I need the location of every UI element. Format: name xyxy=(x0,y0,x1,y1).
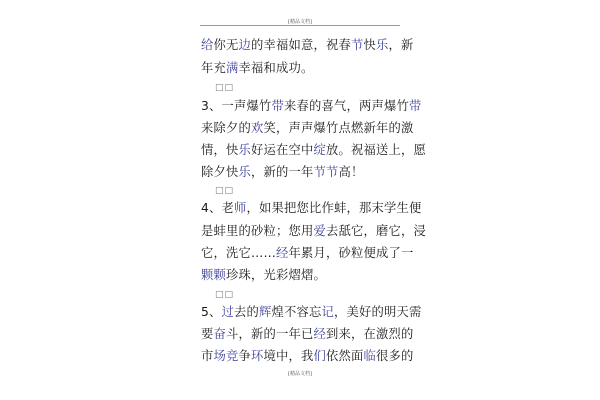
text-line xyxy=(201,327,413,342)
text-segment: 争 xyxy=(238,349,251,363)
text-line xyxy=(201,246,413,261)
page-header-label: [精品文档] xyxy=(288,19,312,25)
text-segment: 依然面 xyxy=(326,349,364,363)
text-segment: 乐 xyxy=(238,143,251,157)
text-segment: 市 xyxy=(201,349,214,363)
text-segment: 爱 xyxy=(313,224,326,238)
text-line xyxy=(201,121,413,136)
text-segment: 竞 xyxy=(226,349,239,363)
text-segment: ，美好的明天需 xyxy=(334,305,422,319)
text-segment: 绽 xyxy=(313,143,326,157)
text-line xyxy=(201,165,364,180)
text-segment: 煌不容忘 xyxy=(271,305,322,319)
text-line xyxy=(201,38,413,53)
text-segment: ，如果把您比作蚌，那末学生便 xyxy=(246,201,422,215)
text-line xyxy=(201,268,326,283)
text-segment: 你无 xyxy=(213,38,239,52)
text-segment: 师 xyxy=(234,201,247,215)
text-line xyxy=(201,305,422,320)
text-segment: 是蚌里的砂粒；您用 xyxy=(201,224,314,238)
text-segment: 记 xyxy=(321,305,335,319)
text-segment: 带 xyxy=(409,99,422,113)
placeholder-boxes: □□ xyxy=(215,83,235,93)
text-segment: 幸福和成功。 xyxy=(238,61,314,75)
text-line xyxy=(201,349,414,364)
text-segment: ，新的一年 xyxy=(251,165,314,179)
text-segment: 4、老 xyxy=(201,201,235,215)
text-segment: 经 xyxy=(275,246,289,260)
placeholder-boxes: □□ xyxy=(215,186,235,196)
text-segment: 的幸福如意，祝春 xyxy=(251,38,351,52)
text-segment: 来春的喜气，两声爆竹 xyxy=(284,99,409,113)
text-segment: 放。祝福送上，愿 xyxy=(326,143,426,157)
text-segment: 环 xyxy=(251,349,264,363)
text-segment: 节节 xyxy=(313,165,339,179)
text-segment: 乐 xyxy=(238,165,251,179)
placeholder-boxes: □□ xyxy=(215,290,235,300)
text-segment: 年累月，砂粒便成了一 xyxy=(288,246,414,260)
text-segment: 3、一声爆竹 xyxy=(201,99,272,113)
header-divider xyxy=(200,25,400,26)
text-line xyxy=(201,99,422,114)
text-segment: 高！ xyxy=(338,165,364,179)
text-segment: 场 xyxy=(213,349,226,363)
text-segment: 到来，在激烈的 xyxy=(325,327,414,341)
text-segment: 好运在空中 xyxy=(251,143,314,157)
text-segment: 去舐它，磨它，浸 xyxy=(325,224,426,238)
text-segment: 满 xyxy=(226,61,239,75)
text-segment: 年充 xyxy=(201,61,226,75)
text-segment: 颗颗 xyxy=(201,268,226,282)
page-footer-label: [精品文档] xyxy=(288,371,312,377)
text-segment: 欢 xyxy=(251,121,264,135)
text-line xyxy=(201,201,422,216)
text-segment: 给 xyxy=(201,38,214,52)
text-segment: 来除夕的 xyxy=(201,121,251,135)
text-segment: 节 xyxy=(350,38,364,52)
text-segment: 临 xyxy=(363,349,376,363)
text-segment: 经 xyxy=(313,327,326,341)
text-segment: 斗，新的一年已 xyxy=(226,327,314,341)
text-segment: 奋 xyxy=(213,327,226,341)
text-segment: 们 xyxy=(313,349,326,363)
text-segment: 笑，声声爆竹点燃新年的激 xyxy=(263,121,414,135)
text-line xyxy=(201,224,426,239)
text-segment: 辉 xyxy=(259,305,272,319)
text-line xyxy=(201,143,426,158)
text-line xyxy=(201,61,313,76)
text-segment: 快 xyxy=(363,38,376,52)
text-segment: 过 xyxy=(221,305,235,319)
text-segment: ，新 xyxy=(388,38,414,52)
text-segment: 很多的 xyxy=(376,349,414,363)
text-segment: 境中，我 xyxy=(263,349,314,363)
text-segment: 带 xyxy=(271,99,285,113)
text-segment: 边 xyxy=(238,38,251,52)
text-segment: 它，洗它…… xyxy=(201,246,276,260)
text-segment: 要 xyxy=(201,327,214,341)
text-segment: 乐 xyxy=(375,38,389,52)
text-segment: 珍珠，光彩熠熠。 xyxy=(226,268,326,282)
text-segment: 5、 xyxy=(201,305,222,319)
text-segment: 去的 xyxy=(234,305,260,319)
text-segment: 除夕快 xyxy=(201,165,239,179)
text-segment: 情，快 xyxy=(201,143,239,157)
